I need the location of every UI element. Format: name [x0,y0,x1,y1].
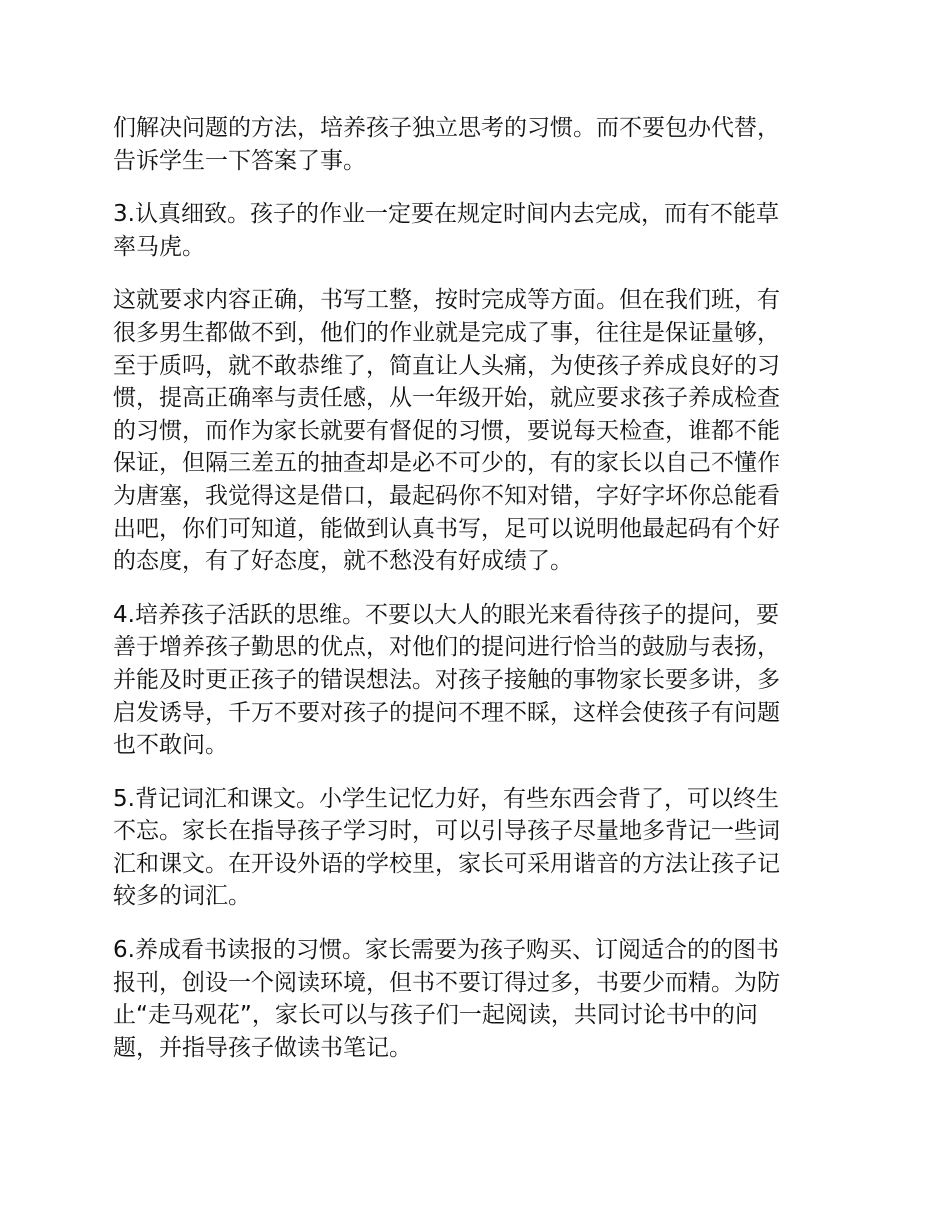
paragraph-item-3 [113,198,837,263]
text-line: 汇和课文。在开设外语的学校里，家长可采用谐音的方法让孩子记 [113,850,780,877]
text-line: 惯，提高正确率与责任感，从一年级开始，就应要求孩子养成检查 [113,385,780,412]
text-line: 善于增养孩子勤思的优点，对他们的提问进行恰当的鼓励与表扬， [113,634,780,661]
paragraph-item-5 [113,783,837,913]
text-line: 的态度，有了好态度，就不愁没有好成绩了。 [113,548,573,575]
text-line: 率马虎。 [113,233,205,260]
text-line: 这就要求内容正确，书写工整，按时完成等方面。但在我们班，有 [113,287,780,314]
document-page [113,112,837,1085]
text-line: 告诉学生一下答案了事。 [113,147,366,174]
text-line: 报刊，创设一个阅读环境，但书不要订得过多，书要少而精。为防 [113,969,780,996]
text-line: 很多男生都做不到，他们的作业就是完成了事，往往是保证量够， [113,319,780,346]
text-line: 6.养成看书读报的习惯。家长需要为孩子购买、订阅适合的的图书 [113,937,779,964]
text-line: 并能及时更正孩子的错误想法。对孩子接触的事物家长要多讲，多 [113,666,780,693]
text-line: 至于质吗，就不敢恭维了，简直让人头痛，为使孩子养成良好的习 [113,352,780,379]
paragraph-item-3-detail [113,284,837,577]
text-line: 启发诱导，千万不要对孩子的提问不理不睬，这样会使孩子有问题 [113,699,780,726]
text-line: 4.培养孩子活跃的思维。不要以大人的眼光来看待孩子的提问，要 [113,601,779,628]
text-line: 也不敢问。 [113,732,228,759]
text-line: 题，并指导孩子做读书笔记。 [113,1034,412,1061]
text-line: 较多的词汇。 [113,883,251,910]
text-line: 5.背记词汇和课文。小学生记忆力好，有些东西会背了，可以终生 [113,785,779,812]
text-line: 3.认真细致。孩子的作业一定要在规定时间内去完成，而有不能草 [113,201,779,228]
paragraph-item-4 [113,599,837,762]
paragraph-continuation [113,112,837,177]
text-line: 止“走马观花”，家长可以与孩子们一起阅读，共同讨论书中的问 [113,1002,758,1029]
text-line: 们解决问题的方法，培养孩子独立思考的习惯。而不要包办代替， [113,115,780,141]
paragraph-item-6 [113,934,837,1064]
text-line: 出吧，你们可知道，能做到认真书写，足可以说明他最起码有个好 [113,515,780,542]
text-line: 保证，但隔三差五的抽查却是必不可少的，有的家长以自己不懂作 [113,450,780,477]
text-line: 为唐塞，我觉得这是借口，最起码你不知对错，字好字坏你总能看 [113,482,780,509]
text-line: 的习惯，而作为家长就要有督促的习惯，要说每天检查，谁都不能 [113,417,780,444]
text-line: 不忘。家长在指导孩子学习时，可以引导孩子尽量地多背记一些词 [113,818,780,845]
